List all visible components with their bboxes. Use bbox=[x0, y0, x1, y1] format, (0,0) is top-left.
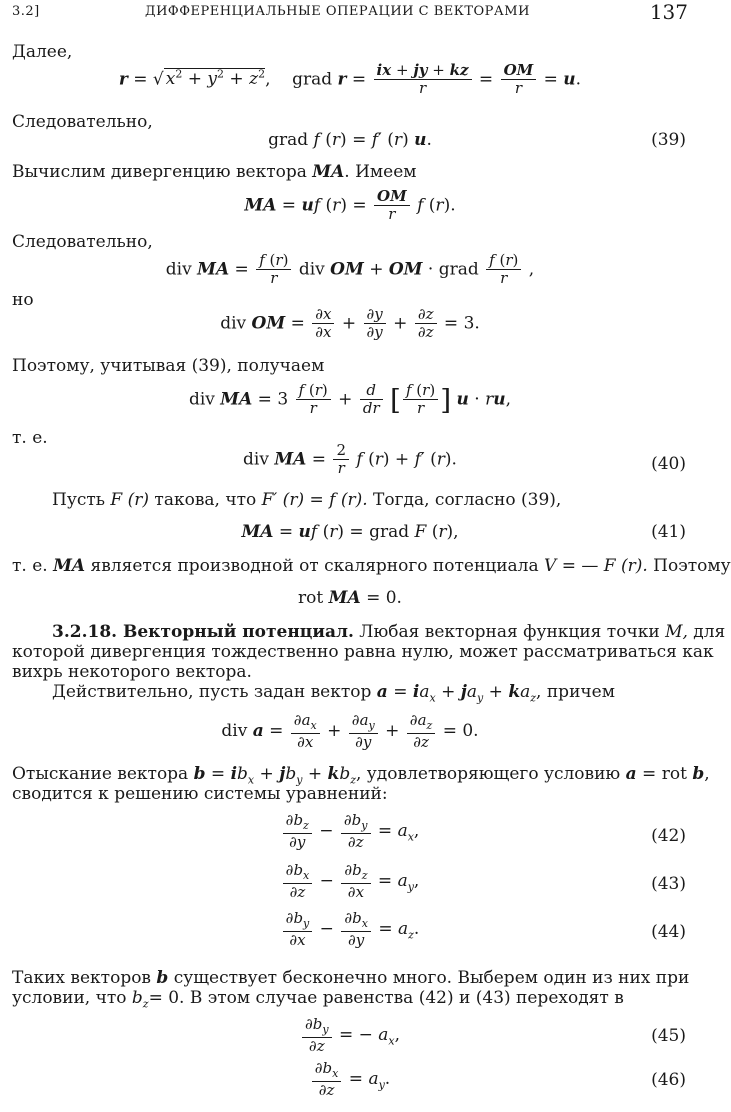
equation-div-ma: div MA = $\frac{f (r)}{r}$ div OM + OM · grad $\frac{f (r)}{r}$ , bbox=[165, 251, 535, 288]
text-poetomu: Поэтому, учитывая (39), получаем bbox=[12, 356, 325, 376]
equation-number-44: (44) bbox=[651, 922, 686, 942]
text-otysk-2: сводится к решению системы уравнений: bbox=[12, 784, 388, 804]
equation-div-a: div a = $\frac{\partial a_x}{\partial x}$ + $\frac{\partial a_y}{\partial y}$ + $\frac{\partial a_z}{\partial z}$ = 0. bbox=[221, 711, 479, 751]
text-sledovatelno-2: Следовательно, bbox=[12, 232, 153, 252]
text-te-2: т. е. MA является производной от скалярного потенциала V = — F (r). Поэтому bbox=[12, 556, 731, 576]
equation-grad-r: r = √ $x^2 + y^2 + z^2$, grad r = $\frac{ix + jy + kz}{r}$ = $\frac{OM}{r}$ = u. bbox=[118, 61, 582, 98]
text-deistv: Действительно, пусть задан вектор $a = ia_x + ja_y + ka_z$, причем bbox=[52, 682, 615, 705]
text-sec-l2: которой дивергенция тождественно равна нулю, может рассматриваться как bbox=[12, 642, 714, 662]
equation-44: $\frac{\partial b_y}{\partial x}$ − $\frac{\partial b_x}{\partial y}$ = $a_z$. bbox=[0, 910, 700, 949]
equation-46: $\frac{\partial b_x}{\partial z}$ = $a_y$. bbox=[0, 1060, 700, 1099]
text-sledovatelno-1: Следовательно, bbox=[12, 112, 153, 132]
equation-number-45: (45) bbox=[651, 1026, 686, 1046]
section-ref: 3.2] bbox=[12, 4, 40, 19]
equation-45: $\frac{\partial b_y}{\partial z}$ = − $a_x$, bbox=[0, 1016, 700, 1055]
equation-number-46: (46) bbox=[651, 1070, 686, 1090]
text-otysk-1: Отыскание вектора $b = ib_x + jb_y + kb_z$, удовлетворяющего условию a = rot b, bbox=[12, 764, 710, 787]
equation-number-42: (42) bbox=[651, 826, 686, 846]
equation-39: grad f (r) = f′ (r) u. bbox=[268, 130, 432, 150]
equation-40: div MA = $\frac{2}{r}$ f (r) + f′ (r). bbox=[243, 441, 457, 478]
text-pust: Пусть F (r) такова, что F′ (r) = f (r). Тогда, согласно (39), bbox=[52, 490, 562, 510]
equation-41: MA = uf (r) = grad F (r), bbox=[241, 522, 459, 542]
running-title: ДИФФЕРЕНЦИАЛЬНЫЕ ОПЕРАЦИИ С ВЕКТОРАМИ bbox=[145, 4, 530, 19]
text-takih: Таких векторов b существует бесконечно много. Выберем один из них при bbox=[12, 968, 690, 988]
equation-div-om: div OM = $\frac{\partial x}{\partial x}$ + $\frac{\partial y}{\partial y}$ + $\frac{\partial z}{\partial z}$ = 3. bbox=[220, 305, 480, 342]
text-dalee: Далее, bbox=[12, 42, 73, 62]
text-sec-l3: вихрь некоторого вектора. bbox=[12, 662, 252, 682]
text-te-1: т. е. bbox=[12, 428, 48, 448]
text-no: но bbox=[12, 290, 34, 310]
page-number: 137 bbox=[649, 0, 688, 24]
equation-rot-ma: rot MA = 0. bbox=[298, 588, 402, 608]
equation-43: $\frac{\partial b_x}{\partial z}$ − $\frac{\partial b_z}{\partial x}$ = $a_y$, bbox=[0, 862, 700, 901]
equation-number-39: (39) bbox=[651, 130, 686, 150]
text-uslov: условии, что $b_z= 0$. В этом случае равенства (42) и (43) переходят в bbox=[12, 988, 624, 1011]
equation-ma-uf: MA = uf (r) = $\frac{OM}{r}$ f (r). bbox=[244, 187, 456, 224]
equation-number-41: (41) bbox=[651, 522, 686, 542]
section-heading-line: 3.2.18. Векторный потенциал. Любая векторная функция точки M, для bbox=[52, 622, 726, 642]
text-vychislim: Вычислим дивергенцию вектора MA. Имеем bbox=[12, 162, 417, 182]
equation-div-ma-3: div MA = 3 $\frac{f (r)}{r}$ + $\frac{d}{dr}$ [ $\frac{f (r)}{r}$ ] u · ru, bbox=[188, 381, 512, 418]
equation-number-40: (40) bbox=[651, 454, 686, 474]
equation-number-43: (43) bbox=[651, 874, 686, 894]
equation-42: $\frac{\partial b_z}{\partial y}$ − $\frac{\partial b_y}{\partial z}$ = $a_x$, bbox=[0, 812, 700, 851]
section-heading: 3.2.18. Векторный потенциал. bbox=[52, 622, 354, 642]
